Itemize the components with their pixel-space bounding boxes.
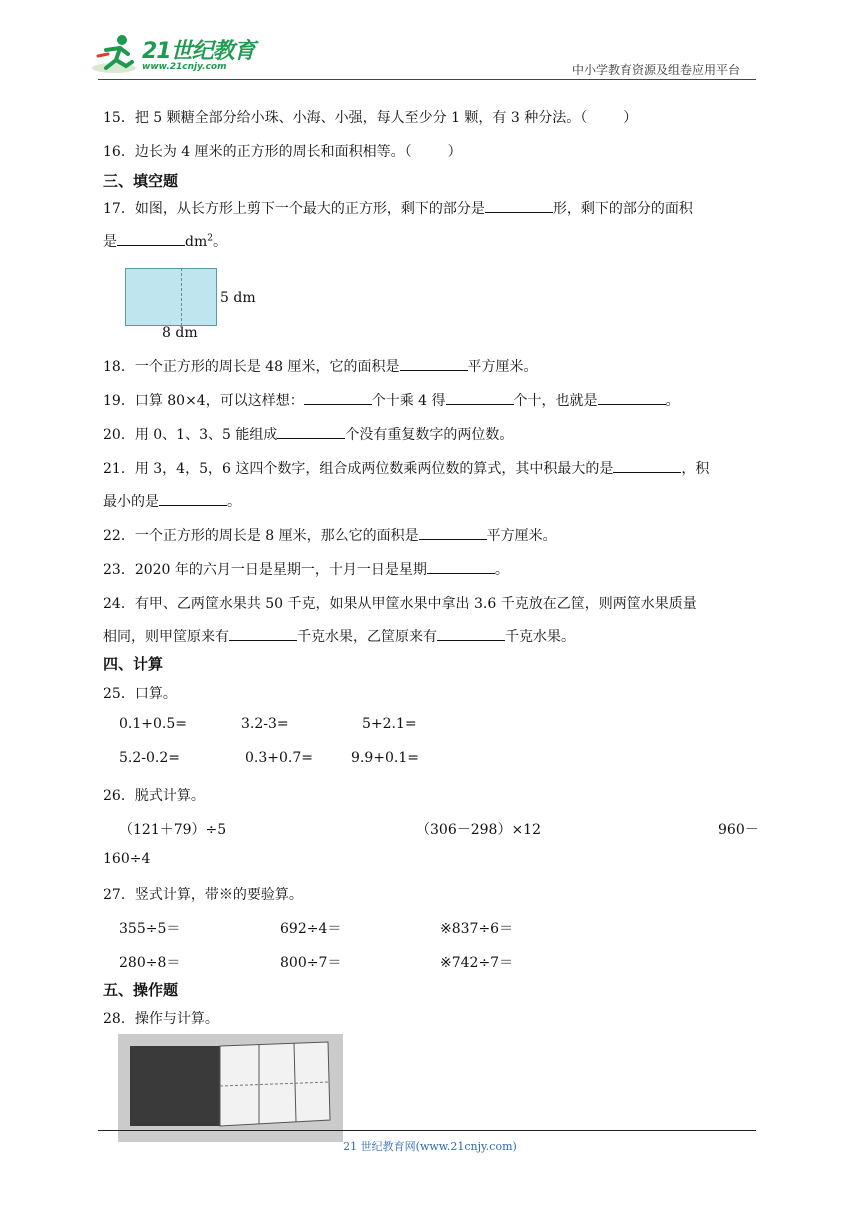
- period: 。: [227, 494, 241, 510]
- question-15-text: 15．把 5 颗糖全部分给小珠、小海、小强，每人至少分 1 颗，有 3 种分法。（: [103, 110, 588, 126]
- answer-blank: [304, 390, 372, 405]
- oral-calc-item: 3.2-3=: [241, 716, 289, 732]
- question-22-text-b: 平方厘米。: [486, 528, 557, 544]
- side-length-label: 5 dm: [220, 290, 256, 306]
- dashed-cut-line: [181, 268, 182, 326]
- oral-calc-item: 0.3+0.7=: [245, 750, 313, 766]
- answer-blank: [419, 525, 487, 540]
- runner-icon: [92, 32, 140, 76]
- grid-figure: [118, 1034, 343, 1142]
- unit-exponent: 2: [207, 233, 213, 244]
- site-logo: [92, 32, 262, 80]
- answer-blank: [277, 424, 345, 439]
- stepwise-expression-cont: 160÷4: [103, 851, 151, 867]
- logo-text: 21世纪教育: [142, 39, 255, 64]
- question-19-text: 19．口算 80×4，可以这样想：: [103, 393, 304, 409]
- answer-blank: [159, 491, 227, 506]
- platform-name: 中小学教育资源及组卷应用平台: [572, 63, 741, 77]
- question-21-line2: [103, 491, 241, 511]
- question-22: [103, 525, 557, 545]
- question-21-text: 21．用 3，4，5，6 这四个数字，组合成两位数乘两位数的算式，其中积最大的是: [103, 461, 614, 477]
- question-19-text-c: 个十，也就是: [513, 393, 598, 409]
- oral-calc-item: 5.2-0.2=: [119, 750, 180, 766]
- vertical-calc-item: 800÷7＝: [280, 955, 342, 971]
- stepwise-expression: （121＋79）÷5: [119, 822, 227, 838]
- answer-blank: [446, 390, 514, 405]
- question-17-line2: [103, 231, 227, 251]
- question-19-text-b: 个十乘 4 得: [371, 393, 446, 409]
- answer-blank: [485, 198, 553, 213]
- vertical-calc-item: 692÷4＝: [280, 921, 342, 937]
- footer-text: 21 世纪教育网(www.21cnjy.com): [343, 1140, 517, 1153]
- question-23: [103, 559, 509, 579]
- logo-url: www.21cnjy.com: [142, 62, 227, 72]
- question-18-text: 18．一个正方形的周长是 48 厘米，它的面积是: [103, 359, 400, 375]
- section-title-operation: 五、操作题: [103, 981, 179, 999]
- question-16-paren: ）: [447, 144, 462, 160]
- question-22-text: 22．一个正方形的周长是 8 厘米，那么它的面积是: [103, 528, 419, 544]
- question-21-line1: [103, 458, 709, 478]
- question-20-text-b: 个没有重复数字的两位数。: [345, 427, 514, 443]
- question-25: 25．口算。: [103, 686, 177, 702]
- footer-divider: [98, 1130, 756, 1131]
- vertical-calc-item: 280÷8＝: [119, 955, 181, 971]
- unit-dm: dm: [185, 234, 208, 250]
- period: 。: [494, 562, 509, 578]
- oral-calc-item: 5+2.1=: [362, 716, 417, 732]
- question-18: [103, 356, 538, 376]
- oral-calc-item: 0.1+0.5=: [119, 716, 187, 732]
- rectangle-figure: [120, 262, 260, 342]
- answer-blank: [229, 626, 297, 641]
- stepwise-expression: （306－298）×12: [416, 822, 541, 838]
- question-24-text-c: 千克水果，乙筐原来有: [297, 629, 437, 645]
- vertical-calc-item: ※742÷7＝: [440, 955, 514, 971]
- question-16: [103, 141, 462, 161]
- period: 。: [212, 234, 227, 250]
- question-24-text: 24．有甲、乙两筐水果共 50 千克，如果从甲筐水果中拿出 3.6 千克放在乙筐，则两筐水果质量: [103, 596, 697, 612]
- answer-blank: [427, 559, 495, 574]
- question-26: 26．脱式计算。: [103, 788, 205, 804]
- question-20: [103, 424, 513, 444]
- vertical-calc-item: ※837÷6＝: [440, 921, 514, 937]
- question-24-line2: [103, 626, 575, 646]
- question-17-text-b: 形，剩下的部分的面积: [552, 201, 693, 217]
- question-24-text-b: 相同，则甲筐原来有: [103, 629, 229, 645]
- question-19: [103, 390, 680, 410]
- question-28: 28．操作与计算。: [103, 1011, 219, 1027]
- question-20-text: 20．用 0、1、3、5 能组成: [103, 427, 278, 443]
- question-15: [103, 107, 637, 127]
- header-divider: [98, 79, 756, 80]
- rectangle-shape: [125, 268, 217, 326]
- section-title-calc: 四、计算: [103, 655, 164, 673]
- answer-blank: [437, 626, 505, 641]
- oral-calc-item: 9.9+0.1=: [351, 750, 419, 766]
- answer-blank: [613, 458, 681, 473]
- question-21-text-c: 最小的是: [103, 494, 159, 510]
- question-16-text: 16．边长为 4 厘米的正方形的周长和面积相等。（: [103, 144, 412, 160]
- question-24-text-d: 千克水果。: [505, 629, 575, 645]
- grid-figure-drawing: [118, 1034, 343, 1142]
- question-23-text: 23．2020 年的六月一日是星期一，十月一日是星期: [103, 562, 427, 578]
- question-24-line1: [103, 593, 697, 613]
- answer-blank: [400, 356, 468, 371]
- vertical-calc-item: 355÷5＝: [119, 921, 181, 937]
- answer-blank: [598, 390, 666, 405]
- question-27: 27．竖式计算，带※的要验算。: [103, 887, 303, 903]
- question-17-line1: [103, 198, 693, 218]
- answer-blank: [117, 231, 185, 246]
- question-17-text: 17．如图，从长方形上剪下一个最大的正方形，剩下的部分是: [103, 201, 485, 217]
- period: 。: [665, 393, 680, 409]
- section-title-fill: 三、填空题: [103, 172, 179, 190]
- question-18-text-b: 平方厘米。: [467, 359, 538, 375]
- question-15-paren: ）: [623, 110, 638, 126]
- bottom-length-label: 8 dm: [162, 325, 198, 341]
- question-17-text-c: 是: [103, 234, 117, 250]
- question-21-text-b: ，积: [681, 461, 710, 477]
- stepwise-expression: 960－: [718, 822, 759, 838]
